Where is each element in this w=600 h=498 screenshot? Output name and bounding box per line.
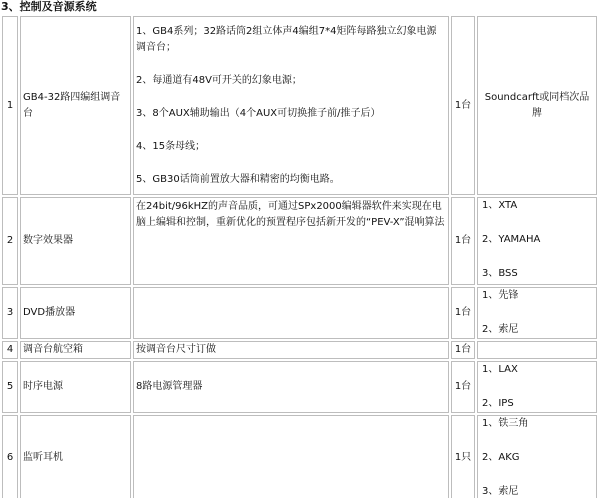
item-name: 调音台航空箱 [20, 341, 131, 359]
brand-line: 2、AKG [482, 452, 520, 463]
item-quantity: 1台 [451, 197, 475, 285]
table-row [2, 341, 597, 359]
brand-line: 1、LAX [482, 364, 518, 375]
item-spec [133, 16, 449, 195]
spec-line: 3、8个AUX辅助输出（4个AUX可切换推子前/推子后） [136, 107, 381, 119]
item-spec [133, 415, 449, 498]
spec-line: 4、15条母线； [136, 140, 206, 152]
item-brand [477, 287, 597, 339]
spec-line: 5、GB30话筒前置放大器和精密的均衡电路。 [136, 173, 340, 185]
row-number: 5 [2, 361, 18, 413]
table-row [2, 197, 597, 285]
equipment-table [0, 14, 599, 498]
item-brand [477, 361, 597, 413]
brand-line: 3、BSS [482, 268, 518, 279]
item-name: GB4-32路四编组调音台 [20, 16, 131, 195]
spec-line: 2、每通道有48V可开关的幻象电源； [136, 74, 302, 86]
item-quantity: 1台 [451, 16, 475, 195]
brand-line: 1、铁三角 [482, 418, 529, 429]
item-name: 监听耳机 [20, 415, 131, 498]
item-spec [133, 341, 449, 359]
brand-line: 1、XTA [482, 200, 518, 211]
item-spec [133, 361, 449, 413]
item-name: 数字效果器 [20, 197, 131, 285]
brand-line: 2、IPS [482, 398, 514, 409]
item-brand [477, 415, 597, 498]
brand-line: 2、YAMAHA [482, 234, 541, 245]
item-quantity: 1只 [451, 415, 475, 498]
section-title: 3、控制及音源系统 [1, 0, 97, 13]
item-brand [477, 341, 597, 359]
spec-line: 在24bit/96kHZ的声音品质，可通过SPx2000编辑器软件来实现在电脑上编辑和控制，重新优化的预置程序包括新开发的“PEV-X”混响算法 [136, 201, 445, 228]
spec-line: 1、GB4系列；32路话筒2组立体声4编组7*4矩阵每路独立幻象电源调音台； [136, 25, 437, 53]
table-row [2, 415, 597, 498]
row-number: 4 [2, 341, 18, 359]
spec-line: 8路电源管理器 [136, 381, 203, 392]
table-row [2, 287, 597, 339]
item-name: 时序电源 [20, 361, 131, 413]
item-quantity: 1台 [451, 361, 475, 413]
spec-line: 按调音台尺寸订做 [136, 344, 216, 355]
item-quantity: 1台 [451, 287, 475, 339]
item-brand [477, 197, 597, 285]
item-quantity: 1台 [451, 341, 475, 359]
item-spec [133, 197, 449, 285]
row-number: 6 [2, 415, 18, 498]
item-brand [477, 16, 597, 195]
row-number: 3 [2, 287, 18, 339]
brand-line: 2、索尼 [482, 324, 519, 335]
item-spec [133, 287, 449, 339]
row-number: 2 [2, 197, 18, 285]
table-row [2, 16, 597, 195]
row-number: 1 [2, 16, 18, 195]
table-row [2, 361, 597, 413]
brand-line: 3、索尼 [482, 486, 519, 497]
item-name: DVD播放器 [20, 287, 131, 339]
brand-line: Soundcarft或同档次品牌 [484, 91, 590, 119]
brand-line: 1、先锋 [482, 290, 519, 301]
